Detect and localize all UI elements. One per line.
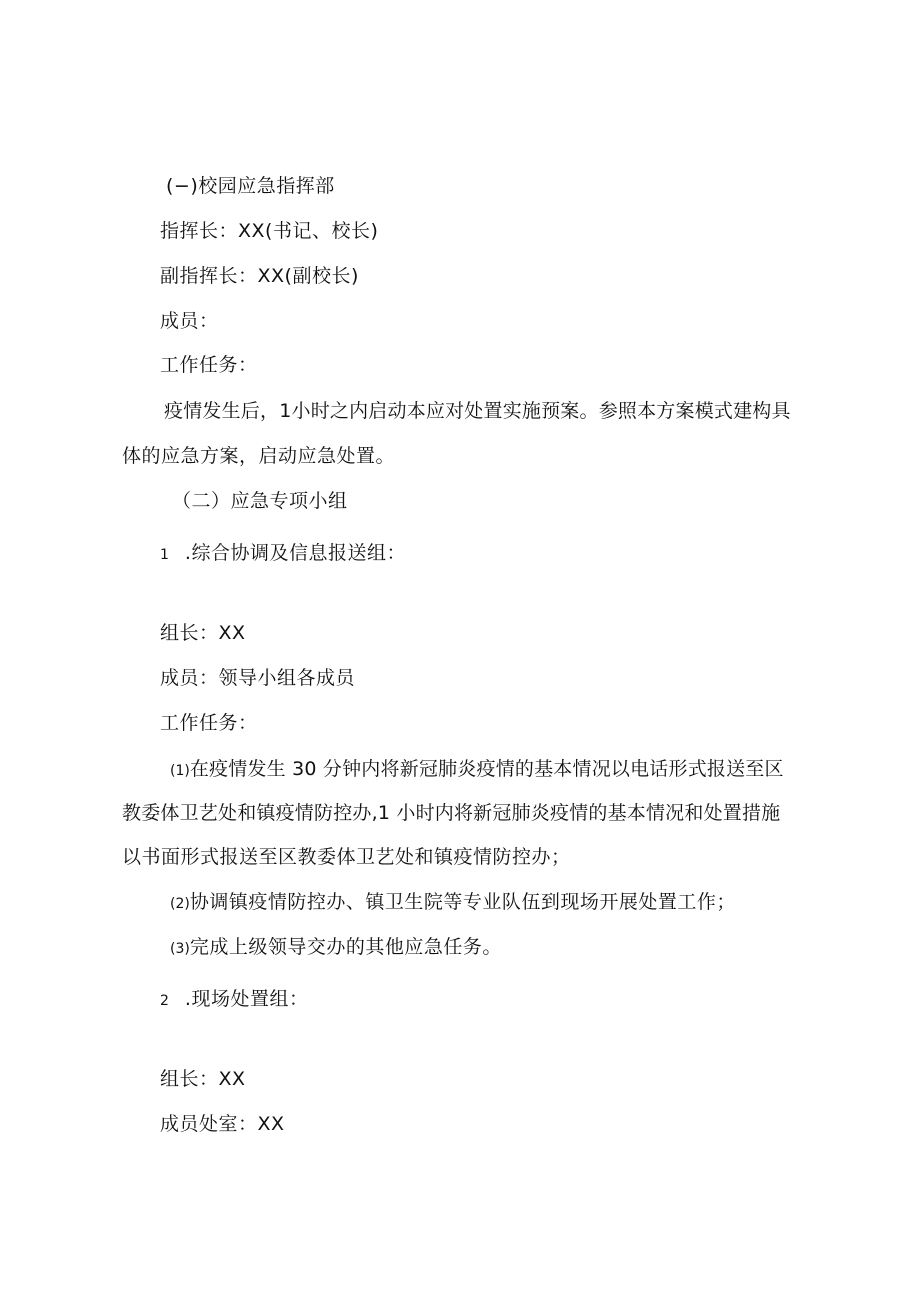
- group1-task1-line3: 以书面形式报送至区教委体卫艺处和镇疫情防控办；: [122, 846, 571, 868]
- task2-marker: (2): [170, 896, 190, 912]
- tasks-label: 工作任务：: [160, 354, 258, 376]
- members-line: 成员：: [160, 310, 219, 332]
- task3-marker: (3): [170, 941, 190, 957]
- group2-title-text: .现场处置组：: [184, 988, 309, 1010]
- group1-tasks-label: 工作任务：: [160, 712, 258, 734]
- group2-title: [160, 987, 308, 1013]
- group2-leader: 组长：XX: [160, 1068, 246, 1090]
- task2-text: 协调镇疫情防控办、镇卫生院等专业队伍到现场开展处置工作；: [189, 891, 736, 913]
- group1-title-text: .综合协调及信息报送组：: [184, 542, 406, 564]
- task3-text: 完成上级领导交办的其他应急任务。: [189, 936, 502, 958]
- section2-heading: （二）应急专项小组: [172, 490, 348, 512]
- group1-members: 成员：领导小组各成员: [160, 667, 356, 689]
- group1-task1-line1: [170, 757, 784, 783]
- group1-task1-line2: 教委体卫艺处和镇疫情防控办,1 小时内将新冠肺炎疫情的基本情况和处置措施: [122, 802, 781, 824]
- group1-task3: [170, 935, 502, 961]
- tasks-paragraph-line1: 疫情发生后，1小时之内启动本应对处置实施预案。参照本方案模式建构具: [164, 400, 791, 422]
- group1-number: 1: [160, 547, 169, 563]
- deputy-line: 副指挥长：XX(副校长): [160, 265, 359, 287]
- task1-marker: (1): [170, 763, 190, 779]
- group1-title: [160, 541, 406, 567]
- group1-leader: 组长：XX: [160, 622, 246, 644]
- group2-members: 成员处室：XX: [160, 1113, 285, 1135]
- section1-heading: (−)校园应急指挥部: [166, 175, 335, 197]
- tasks-paragraph-line2: 体的应急方案，启动应急处置。: [122, 445, 396, 467]
- commander-line: 指挥长：XX(书记、校长): [160, 220, 379, 242]
- group2-number: 2: [160, 993, 169, 1009]
- group1-task2: [170, 890, 736, 916]
- task1-text-line1: 在疫情发生 30 分钟内将新冠肺炎疫情的基本情况以电话形式报送至区: [189, 758, 784, 780]
